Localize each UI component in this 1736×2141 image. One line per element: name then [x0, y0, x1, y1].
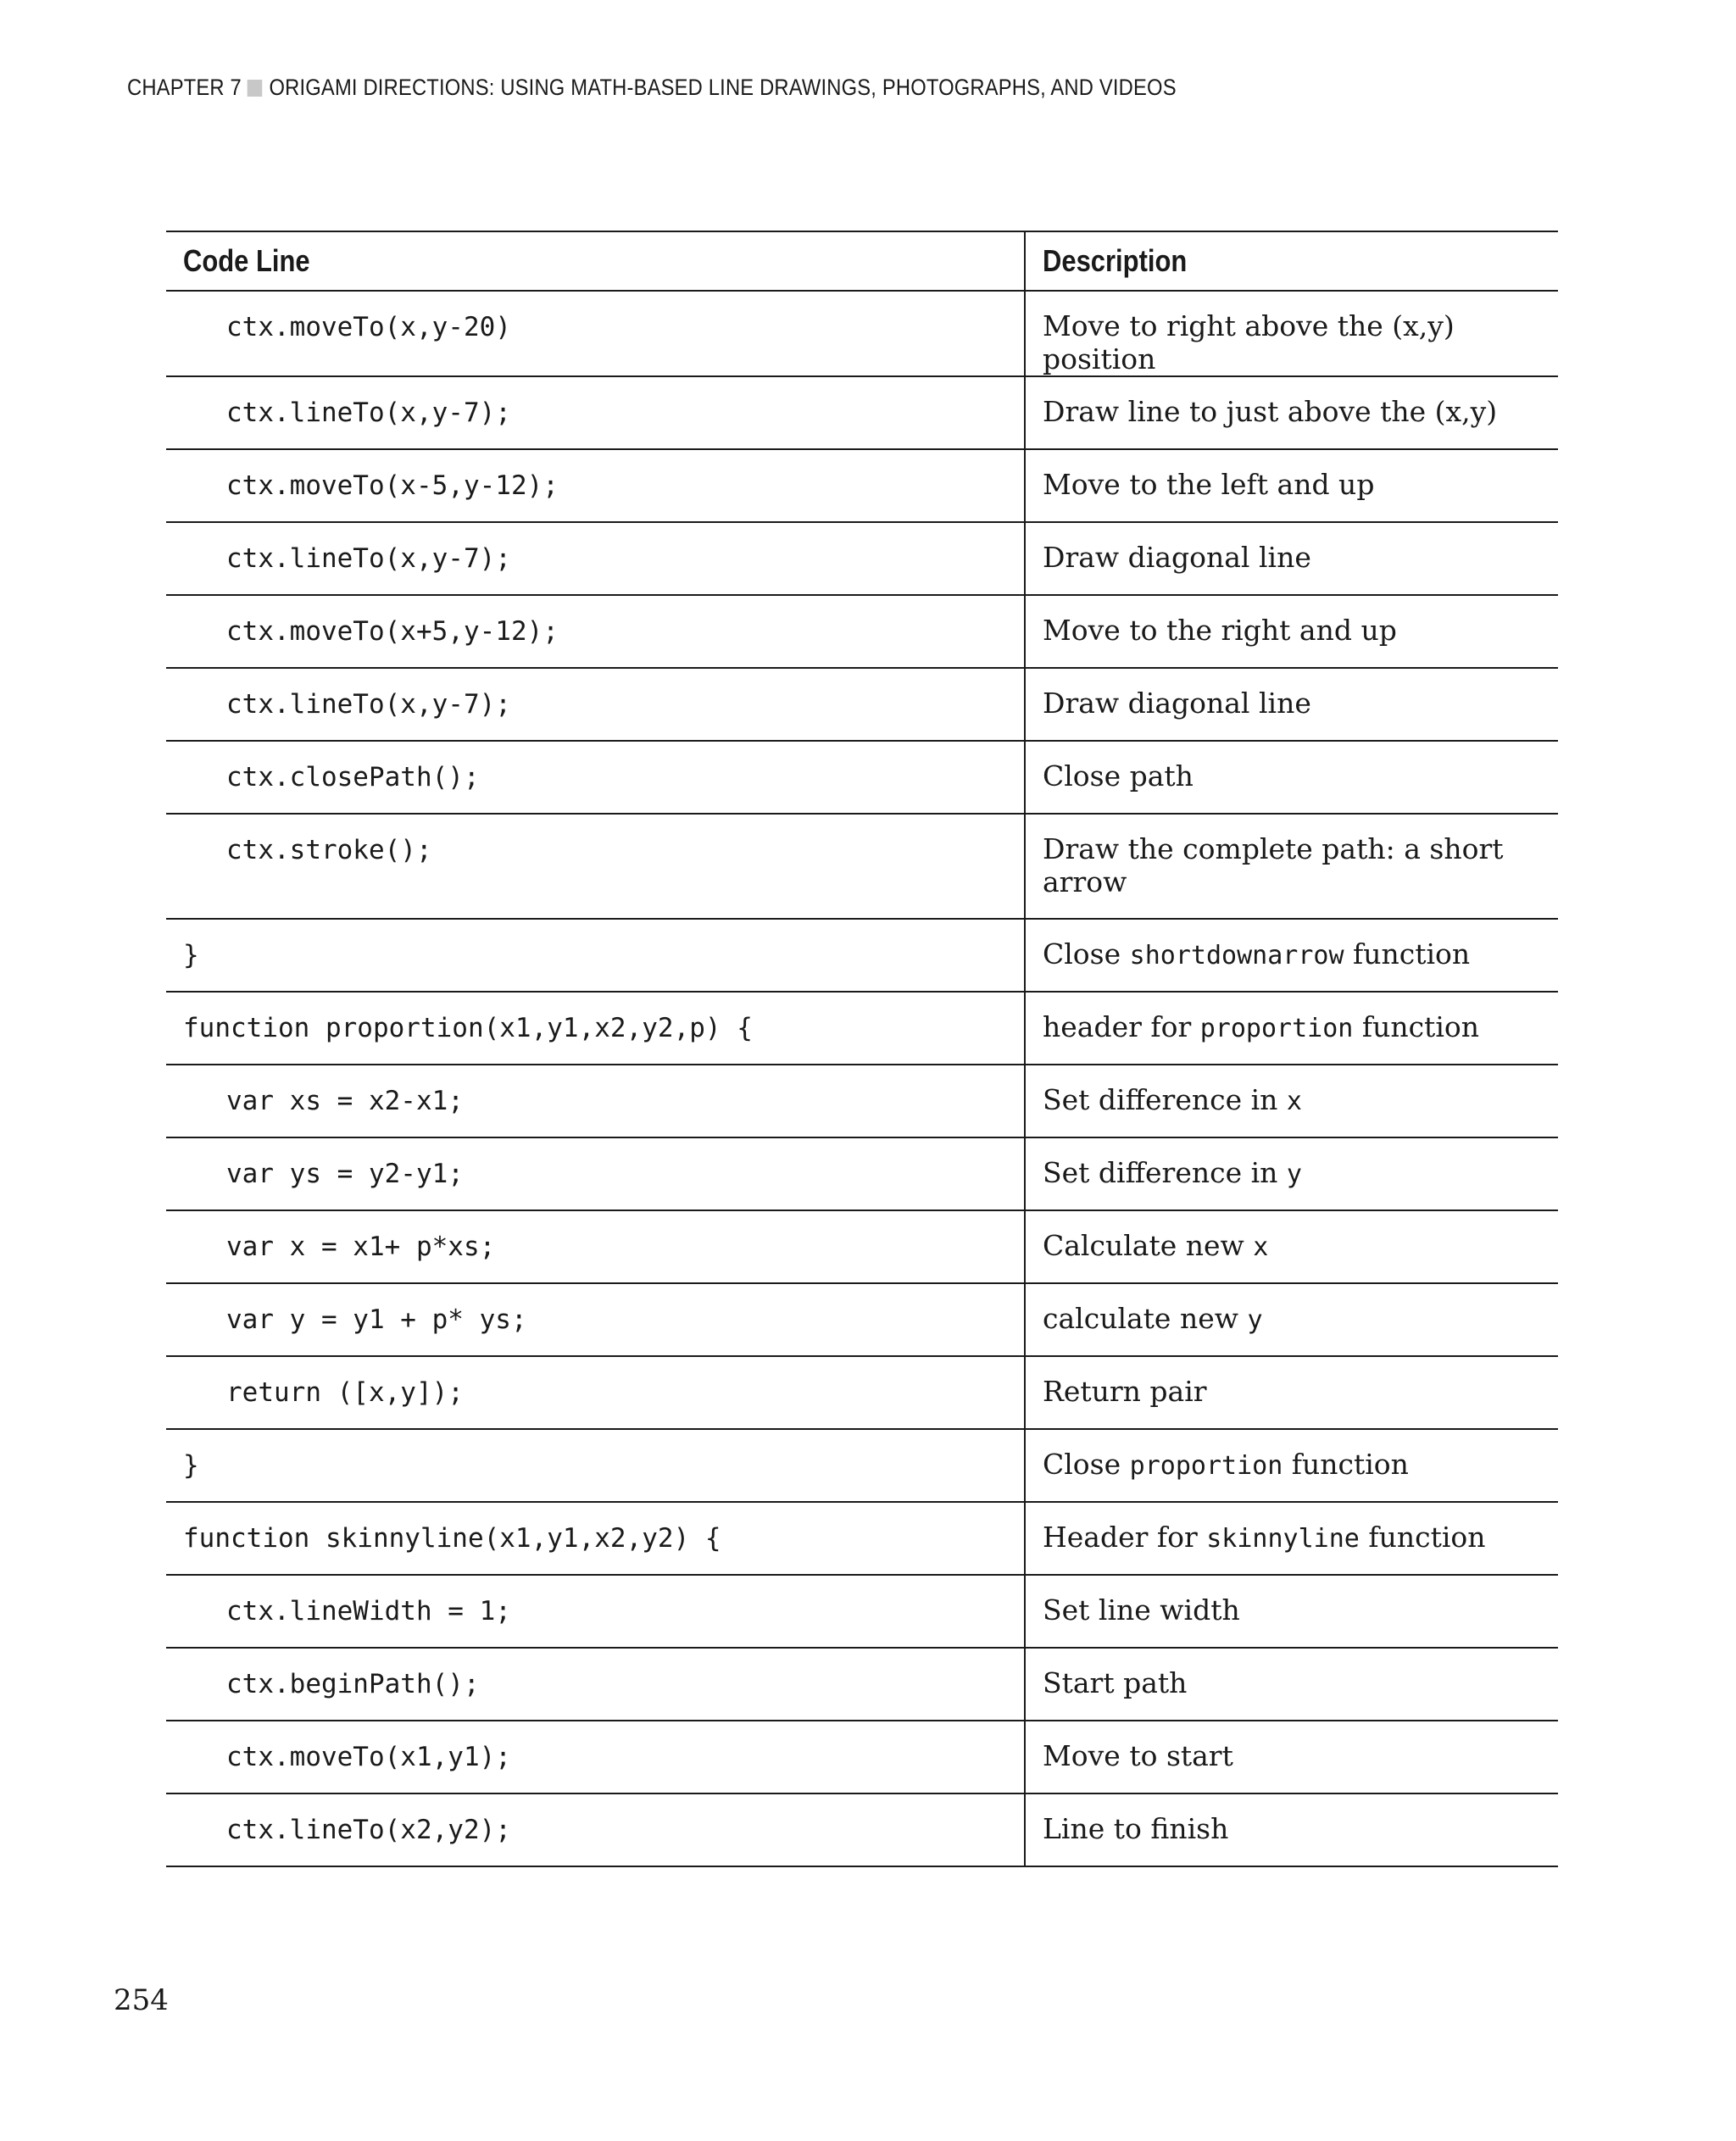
- table-row: [166, 1356, 1558, 1429]
- description-cell: [1025, 1356, 1558, 1429]
- code-line: ctx.lineTo(x,y-7);: [226, 689, 511, 720]
- code-line: var xs = x2-x1;: [226, 1086, 464, 1116]
- description-text: calculate new y: [1043, 1302, 1263, 1335]
- code-line: ctx.moveTo(x1,y1);: [226, 1742, 511, 1772]
- code-description-table: [166, 231, 1558, 1867]
- code-cell: [166, 1065, 1025, 1137]
- table-row: [166, 522, 1558, 595]
- table-row: [166, 1648, 1558, 1721]
- description-text: Return pair: [1043, 1375, 1207, 1408]
- description-cell: [1025, 992, 1558, 1065]
- description-text: Close path: [1043, 759, 1194, 792]
- code-line: return ([x,y]);: [226, 1377, 464, 1408]
- chapter-label: CHAPTER 7: [127, 75, 242, 100]
- code-cell: [166, 814, 1025, 919]
- column-header-code: Code Line: [166, 231, 1025, 291]
- table-row: [166, 992, 1558, 1065]
- code-cell: [166, 1502, 1025, 1575]
- code-cell: [166, 1137, 1025, 1210]
- inline-code: x: [1253, 1232, 1269, 1262]
- code-line: }: [183, 940, 199, 970]
- inline-code: y: [1286, 1159, 1302, 1189]
- description-cell: [1025, 1648, 1558, 1721]
- code-cell: [166, 376, 1025, 449]
- code-cell: [166, 668, 1025, 741]
- description-text: Set line width: [1043, 1593, 1240, 1627]
- description-cell: [1025, 1283, 1558, 1356]
- table-row: [166, 1283, 1558, 1356]
- description-cell: [1025, 1210, 1558, 1283]
- table-row: [166, 291, 1558, 376]
- table-row: [166, 1210, 1558, 1283]
- separator-square-icon: [248, 80, 263, 97]
- description-cell: [1025, 1575, 1558, 1648]
- description-cell: [1025, 1502, 1558, 1575]
- table-row: [166, 1429, 1558, 1502]
- description-text: Draw line to just above the (x,y): [1043, 395, 1498, 428]
- description-cell: [1025, 522, 1558, 595]
- code-line: ctx.beginPath();: [226, 1669, 480, 1699]
- description-text: Draw diagonal line: [1043, 687, 1311, 720]
- table-row: [166, 741, 1558, 814]
- code-line: ctx.lineTo(x,y-7);: [226, 543, 511, 574]
- description-cell: [1025, 595, 1558, 668]
- table-row: [166, 1793, 1558, 1866]
- code-line: function proportion(x1,y1,x2,y2,p) {: [183, 1013, 753, 1043]
- code-cell: [166, 1575, 1025, 1648]
- code-line: var ys = y2-y1;: [226, 1159, 464, 1189]
- code-cell: [166, 1210, 1025, 1283]
- description-cell: [1025, 291, 1558, 376]
- description-text: Line to finish: [1043, 1812, 1229, 1845]
- description-cell: [1025, 376, 1558, 449]
- code-line: ctx.moveTo(x-5,y-12);: [226, 470, 559, 501]
- table-row: [166, 1137, 1558, 1210]
- table-row: [166, 668, 1558, 741]
- description-text: Move to start: [1043, 1739, 1233, 1772]
- code-cell: [166, 1648, 1025, 1721]
- code-line: ctx.lineTo(x,y-7);: [226, 398, 511, 428]
- code-cell: [166, 1356, 1025, 1429]
- inline-code: shortdownarrow: [1129, 941, 1344, 970]
- table-row: [166, 1575, 1558, 1648]
- code-cell: [166, 1283, 1025, 1356]
- description-text: Header for skinnyline function: [1043, 1521, 1486, 1554]
- description-cell: [1025, 668, 1558, 741]
- table-row: [166, 595, 1558, 668]
- description-cell: [1025, 1793, 1558, 1866]
- code-line: ctx.lineTo(x2,y2);: [226, 1815, 511, 1845]
- description-cell: [1025, 814, 1558, 919]
- table-row: [166, 449, 1558, 522]
- description-text: Draw the complete path: a short arrow: [1043, 832, 1504, 898]
- inline-code: skinnyline: [1206, 1524, 1360, 1554]
- code-line: }: [183, 1450, 199, 1481]
- table-row: [166, 1502, 1558, 1575]
- description-text: Move to the left and up: [1043, 468, 1375, 501]
- description-text: Draw diagonal line: [1043, 541, 1311, 574]
- code-line: function skinnyline(x1,y1,x2,y2) {: [183, 1523, 721, 1554]
- table-row: [166, 376, 1558, 449]
- column-header-description: Description: [1025, 231, 1558, 291]
- code-line: ctx.stroke();: [226, 835, 432, 865]
- table-row: [166, 1065, 1558, 1137]
- code-cell: [166, 449, 1025, 522]
- code-cell: [166, 919, 1025, 992]
- code-cell: [166, 291, 1025, 376]
- code-line: ctx.moveTo(x,y-20): [226, 312, 511, 342]
- description-cell: [1025, 1721, 1558, 1793]
- description-text: Close proportion function: [1043, 1448, 1409, 1481]
- table-header-row: [166, 231, 1558, 291]
- description-text: Calculate new x: [1043, 1229, 1269, 1262]
- code-line: var x = x1+ p*xs;: [226, 1232, 496, 1262]
- description-cell: [1025, 741, 1558, 814]
- description-cell: [1025, 1065, 1558, 1137]
- code-cell: [166, 522, 1025, 595]
- description-text: Start path: [1043, 1666, 1188, 1699]
- description-cell: [1025, 919, 1558, 992]
- code-line: ctx.moveTo(x+5,y-12);: [226, 616, 559, 647]
- inline-code: x: [1286, 1087, 1302, 1116]
- description-cell: [1025, 1137, 1558, 1210]
- description-text: header for proportion function: [1043, 1010, 1479, 1043]
- description-cell: [1025, 449, 1558, 522]
- description-text: Set difference in y: [1043, 1156, 1302, 1189]
- code-line: var y = y1 + p* ys;: [226, 1304, 527, 1335]
- code-cell: [166, 1793, 1025, 1866]
- inline-code: y: [1247, 1305, 1263, 1335]
- table-row: [166, 814, 1558, 919]
- description-text: Move to the right and up: [1043, 614, 1397, 647]
- code-cell: [166, 1429, 1025, 1502]
- table-row: [166, 1721, 1558, 1793]
- description-text: Set difference in x: [1043, 1083, 1302, 1116]
- running-head: [127, 75, 1177, 101]
- table-row: [166, 919, 1558, 992]
- code-line: ctx.closePath();: [226, 762, 480, 792]
- code-cell: [166, 595, 1025, 668]
- page-number: 254: [114, 1983, 169, 2017]
- code-line: ctx.lineWidth = 1;: [226, 1596, 511, 1627]
- description-text: Close shortdownarrow function: [1043, 937, 1471, 970]
- description-text: Move to right above the (x,y) position: [1043, 309, 1455, 375]
- chapter-title: ORIGAMI DIRECTIONS: USING MATH-BASED LINE DRAWINGS, PHOTOGRAPHS, AND VIDEOS: [269, 75, 1177, 100]
- code-cell: [166, 992, 1025, 1065]
- code-cell: [166, 1721, 1025, 1793]
- description-cell: [1025, 1429, 1558, 1502]
- inline-code: proportion: [1199, 1014, 1354, 1043]
- code-cell: [166, 741, 1025, 814]
- inline-code: proportion: [1129, 1451, 1283, 1481]
